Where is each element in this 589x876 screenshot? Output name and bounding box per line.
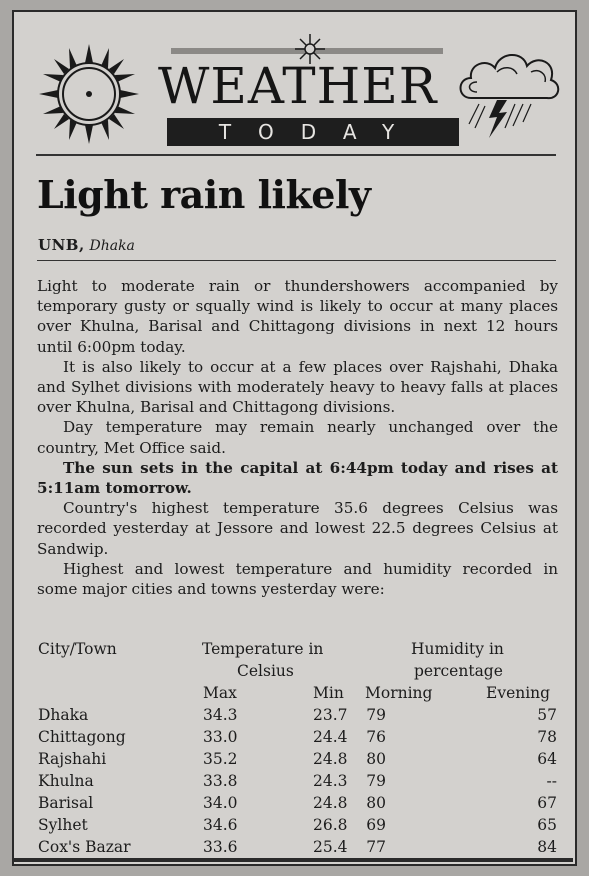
table-row [37, 770, 558, 792]
article-paragraph: The sun sets in the capital at 6:44pm today and rises at 5:11am tomorrow. [37, 458, 558, 498]
byline-source: UNB, [38, 236, 85, 254]
cell-evening: 65 [537, 816, 557, 834]
cell-morning: 69 [366, 816, 386, 834]
cell-city: Barisal [38, 794, 94, 812]
header-min: Min [313, 684, 344, 702]
article-body [37, 276, 558, 599]
cell-city: Chittagong [38, 728, 126, 746]
article-paragraph: Day temperature may remain nearly unchanged over the country, Met Office said. [37, 418, 558, 457]
byline-rule [37, 260, 556, 261]
cell-evening: 64 [537, 750, 557, 768]
table-row [37, 836, 558, 858]
sun-icon [37, 42, 141, 146]
masthead-rule [36, 154, 556, 156]
masthead-subtitle: TODAY [218, 120, 422, 144]
cell-min: 23.7 [313, 706, 348, 724]
header-temperature-unit: Celsius [237, 662, 294, 680]
header-temperature: Temperature in [202, 640, 324, 658]
cell-morning: 77 [366, 838, 386, 856]
cell-city: Rajshahi [38, 750, 107, 768]
cell-max: 33.6 [203, 838, 238, 856]
cell-city: Sylhet [38, 816, 88, 834]
header-morning: Morning [365, 684, 433, 702]
article-paragraph: Country's highest temperature 35.6 degrees Celsius was recorded yesterday at Jessore and lowest 22.5 degrees Celsius at Sandwip. [37, 499, 558, 558]
cell-min: 24.8 [313, 794, 348, 812]
headline: Light rain likely [37, 172, 371, 217]
table-row [37, 748, 558, 770]
cell-max: 35.2 [203, 750, 238, 768]
header-evening: Evening [486, 684, 551, 702]
cell-evening: 84 [537, 838, 557, 856]
bottom-rule [12, 858, 573, 862]
article-paragraph: Light to moderate rain or thundershowers accompanied by temporary gusty or squally wind is likely to occur at many places over Khulna, Barisal and Chittagong divisions in next 12 hours until 6:00pm today. [37, 277, 558, 356]
cell-morning: 80 [366, 750, 386, 768]
header-humidity-unit: percentage [414, 662, 503, 680]
cell-morning: 76 [366, 728, 386, 746]
cell-min: 24.3 [313, 772, 348, 790]
article-paragraph: Highest and lowest temperature and humidity recorded in some major cities and towns yesterday were: [37, 559, 558, 599]
masthead-title: WEATHER [158, 57, 438, 115]
table-row [37, 726, 558, 748]
cell-evening: 78 [537, 728, 557, 746]
cell-evening: 57 [537, 706, 557, 724]
table-row [37, 792, 558, 814]
cell-max: 34.3 [203, 706, 238, 724]
storm-cloud-icon [453, 42, 563, 142]
cell-min: 25.4 [313, 838, 348, 856]
table-header-row-3 [37, 682, 558, 704]
cell-min: 24.4 [313, 728, 348, 746]
header-max: Max [203, 684, 237, 702]
cell-morning: 79 [366, 706, 386, 724]
cell-min: 26.8 [313, 816, 348, 834]
cell-evening: 67 [537, 794, 557, 812]
weather-box-content [37, 32, 580, 868]
masthead-subtitle-bar [167, 118, 459, 146]
cell-max: 33.0 [203, 728, 238, 746]
table-header-row-1 [37, 638, 558, 660]
table-row [37, 814, 558, 836]
masthead [37, 32, 580, 150]
byline [38, 236, 135, 254]
byline-dateline: Dhaka [89, 238, 135, 254]
cell-max: 33.8 [203, 772, 238, 790]
header-humidity: Humidity in [411, 640, 504, 658]
cell-city: Cox's Bazar [38, 838, 131, 856]
cell-max: 34.6 [203, 816, 238, 834]
cell-morning: 79 [366, 772, 386, 790]
cell-evening: -- [546, 772, 557, 790]
cell-city: Dhaka [38, 706, 89, 724]
weather-table [37, 638, 558, 858]
weather-box [12, 10, 577, 866]
table-header-row-2 [37, 660, 558, 682]
table-body [37, 704, 558, 858]
cell-morning: 80 [366, 794, 386, 812]
cell-max: 34.0 [203, 794, 238, 812]
header-city: City/Town [38, 640, 117, 658]
table-row [37, 704, 558, 726]
cell-min: 24.8 [313, 750, 348, 768]
article-paragraph: It is also likely to occur at a few places over Rajshahi, Dhaka and Sylhet divisions with moderately heavy to heavy falls at places over Khulna, Barisal and Chittagong divisions. [37, 357, 558, 417]
cell-city: Khulna [38, 772, 94, 790]
